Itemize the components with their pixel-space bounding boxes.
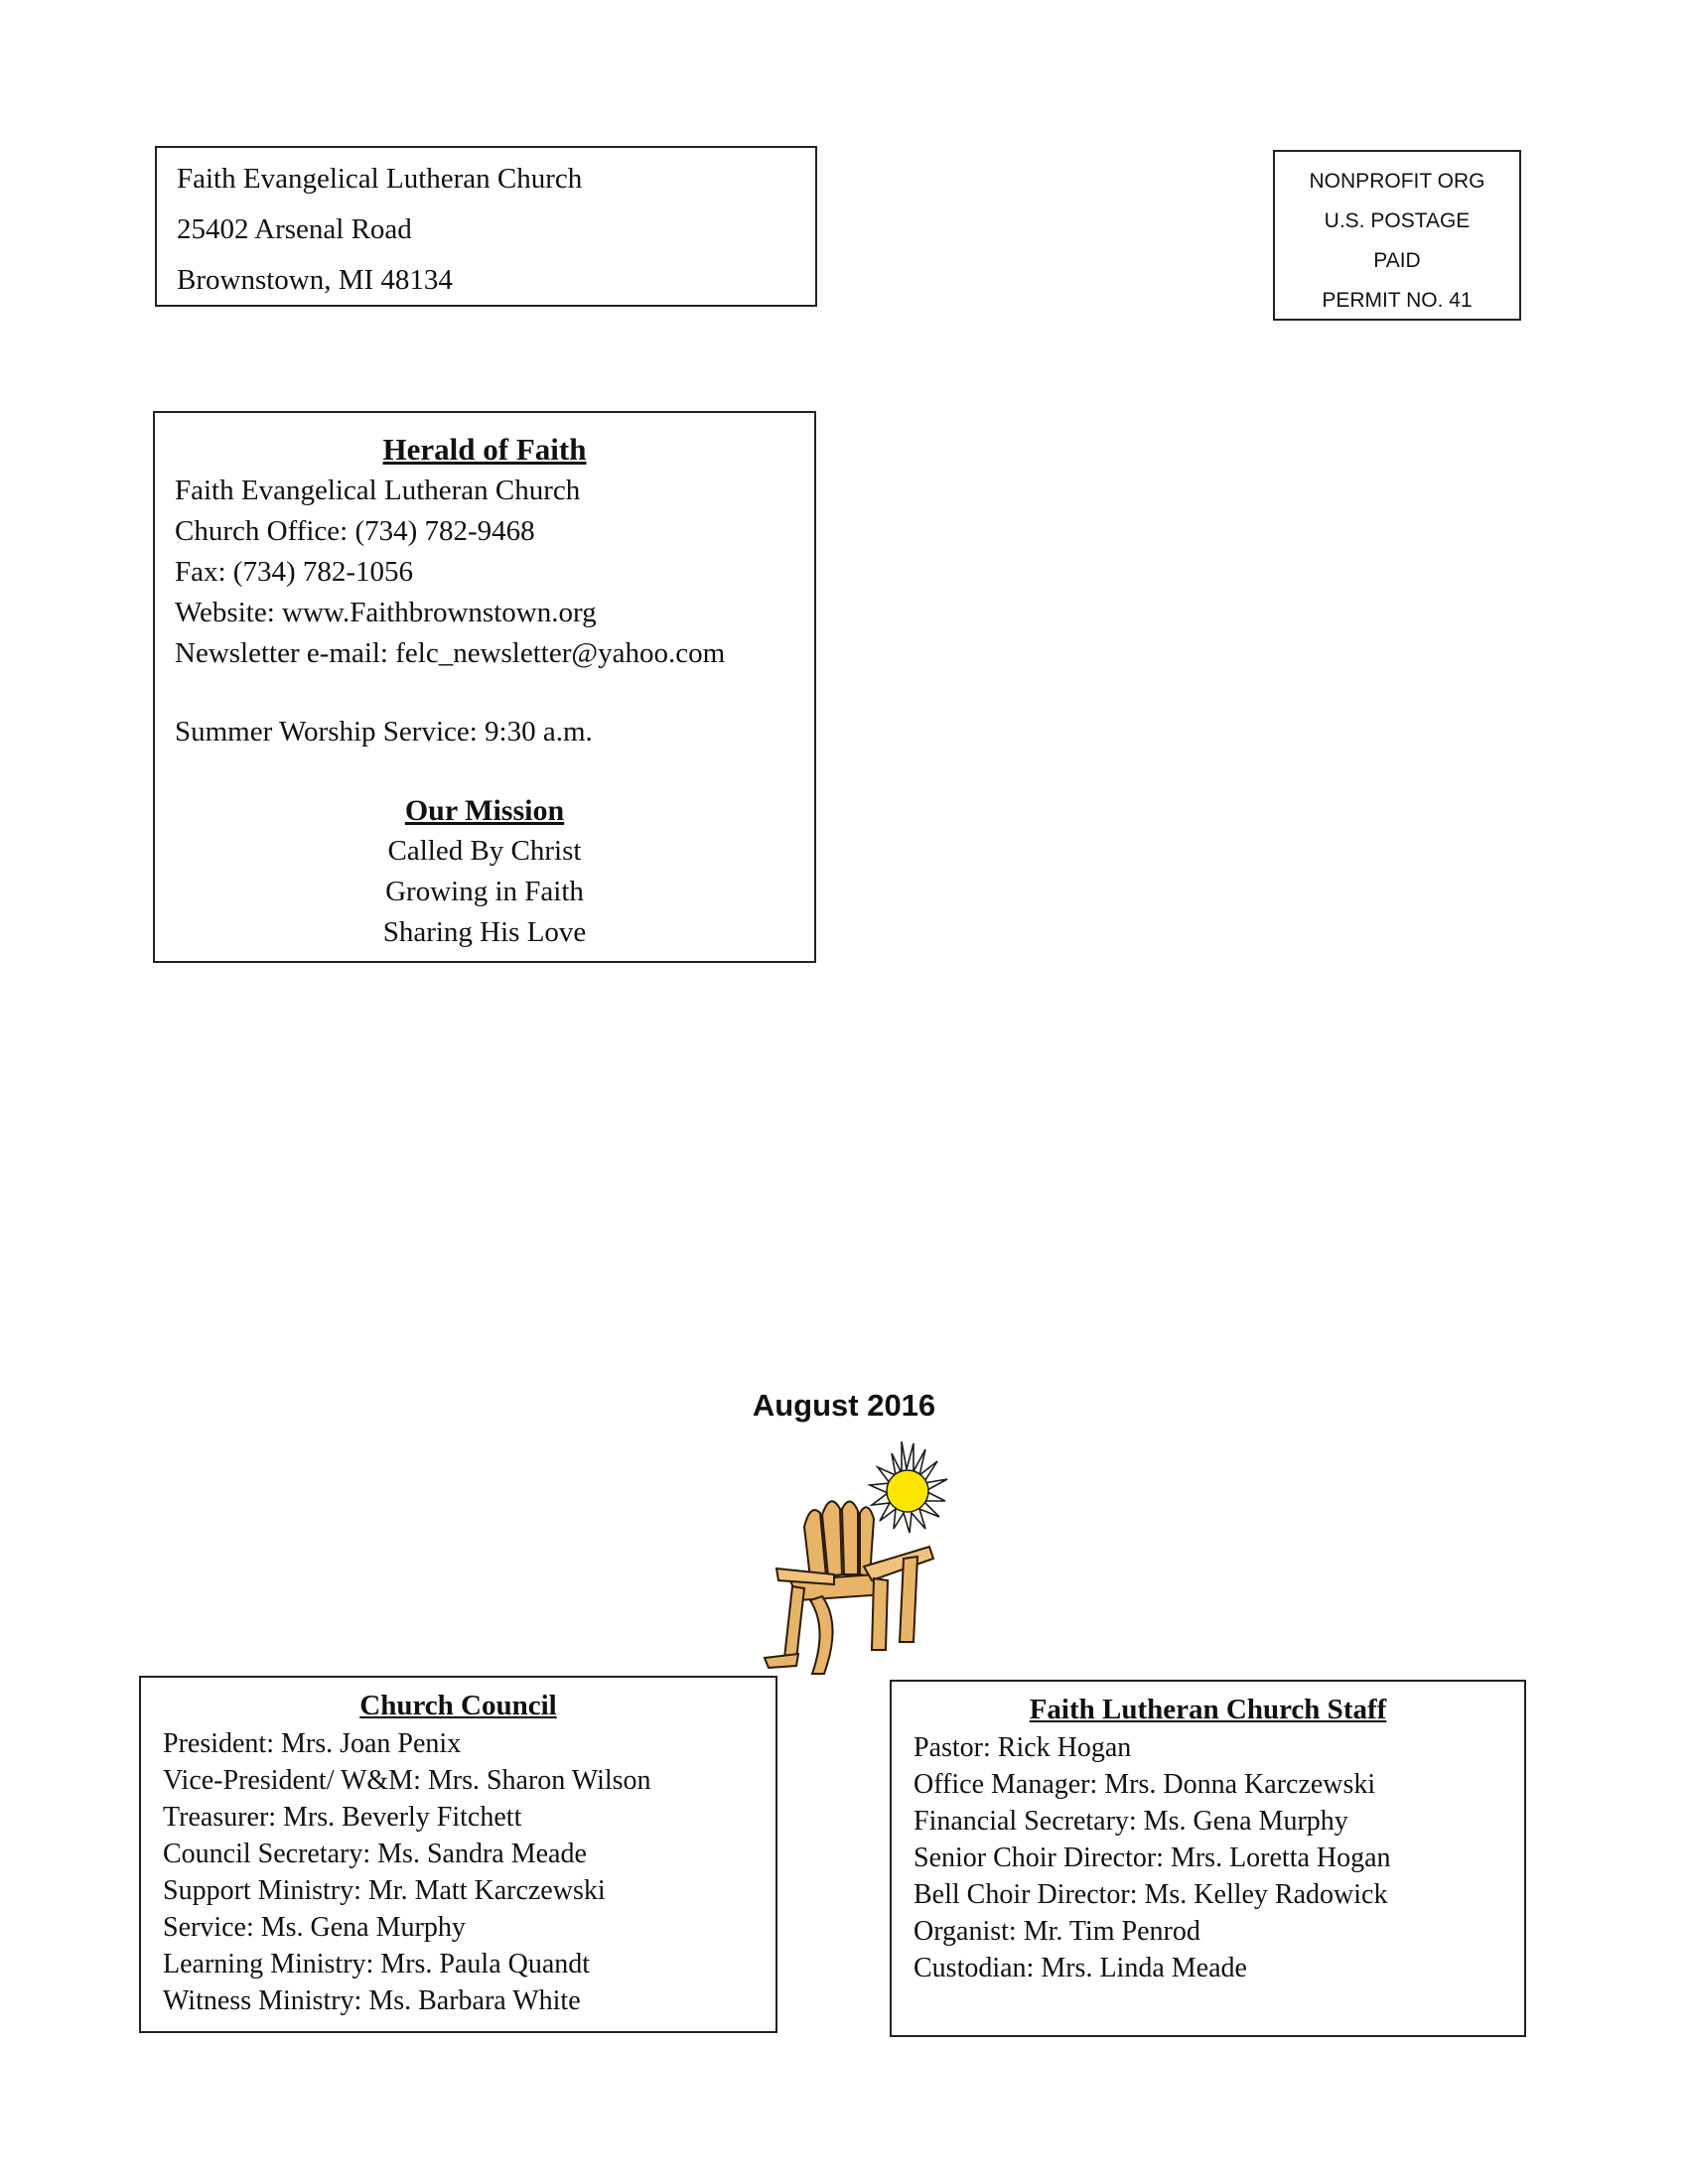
issue-date: August 2016 (752, 1388, 936, 1423)
church-council-box (139, 1676, 777, 2033)
council-member: President: Mrs. Joan Penix (163, 1728, 462, 1759)
church-staff-title: Faith Lutheran Church Staff (1029, 1694, 1387, 1725)
chair-foot (765, 1654, 798, 1668)
council-member: Vice-President/ W&M: Mrs. Sharon Wilson (163, 1765, 651, 1796)
mission-title: Our Mission (404, 794, 565, 827)
chair-runner (810, 1596, 833, 1674)
council-member: Learning Ministry: Mrs. Paula Quandt (163, 1949, 591, 1979)
council-member: Service: Ms. Gena Murphy (163, 1912, 466, 1943)
chair-leg (872, 1578, 888, 1650)
herald-church-office: Church Office: (734) 782-9468 (175, 515, 535, 547)
return-address-box (155, 146, 817, 307)
mission-line: Called By Christ (387, 835, 582, 867)
adirondack-chair-with-sun-icon (755, 1430, 953, 1683)
council-member: Council Secretary: Ms. Sandra Meade (163, 1839, 587, 1869)
mission-line: Sharing His Love (382, 916, 587, 948)
staff-member: Office Manager: Mrs. Donna Karczewski (914, 1769, 1376, 1800)
spacer (175, 752, 794, 790)
postage-line: PAID (1373, 249, 1421, 272)
church-council-title: Church Council (359, 1690, 557, 1721)
herald-info-box (153, 411, 816, 963)
chair-leg (900, 1557, 917, 1642)
postage-line: U.S. POSTAGE (1324, 209, 1471, 232)
staff-member: Custodian: Mrs. Linda Meade (914, 1953, 1247, 1983)
postage-indicia-box (1273, 150, 1521, 321)
staff-member: Organist: Mr. Tim Penrod (914, 1916, 1200, 1947)
chair-leg (784, 1586, 804, 1660)
return-address-line: Faith Evangelical Lutheran Church (177, 163, 583, 195)
staff-member: Pastor: Rick Hogan (914, 1732, 1132, 1763)
spacer (175, 674, 794, 712)
return-address-line: Brownstown, MI 48134 (177, 264, 453, 296)
staff-member: Bell Choir Director: Ms. Kelley Radowick (914, 1879, 1388, 1910)
herald-website: Website: www.Faithbrownstown.org (175, 597, 597, 628)
chair-armrest (864, 1547, 933, 1580)
herald-fax: Fax: (734) 782-1056 (175, 556, 414, 588)
herald-title: Herald of Faith (382, 432, 587, 467)
council-member: Treasurer: Mrs. Beverly Fitchett (163, 1802, 522, 1833)
sun-icon (887, 1470, 928, 1512)
church-staff-box (890, 1680, 1526, 2037)
council-member: Witness Ministry: Ms. Barbara White (163, 1985, 581, 2016)
staff-member: Financial Secretary: Ms. Gena Murphy (914, 1806, 1348, 1837)
herald-newsletter-email: Newsletter e-mail: felc_newsletter@yahoo.com (175, 637, 726, 669)
herald-church-name: Faith Evangelical Lutheran Church (175, 475, 581, 506)
postage-line: NONPROFIT ORG (1309, 170, 1485, 193)
return-address-line: 25402 Arsenal Road (177, 213, 412, 245)
mission-line: Growing in Faith (385, 876, 584, 907)
council-member: Support Ministry: Mr. Matt Karczewski (163, 1875, 606, 1906)
postage-line: PERMIT NO. 41 (1322, 289, 1473, 312)
staff-member: Senior Choir Director: Mrs. Loretta Hogan (914, 1843, 1391, 1873)
herald-worship-time: Summer Worship Service: 9:30 a.m. (175, 716, 593, 748)
